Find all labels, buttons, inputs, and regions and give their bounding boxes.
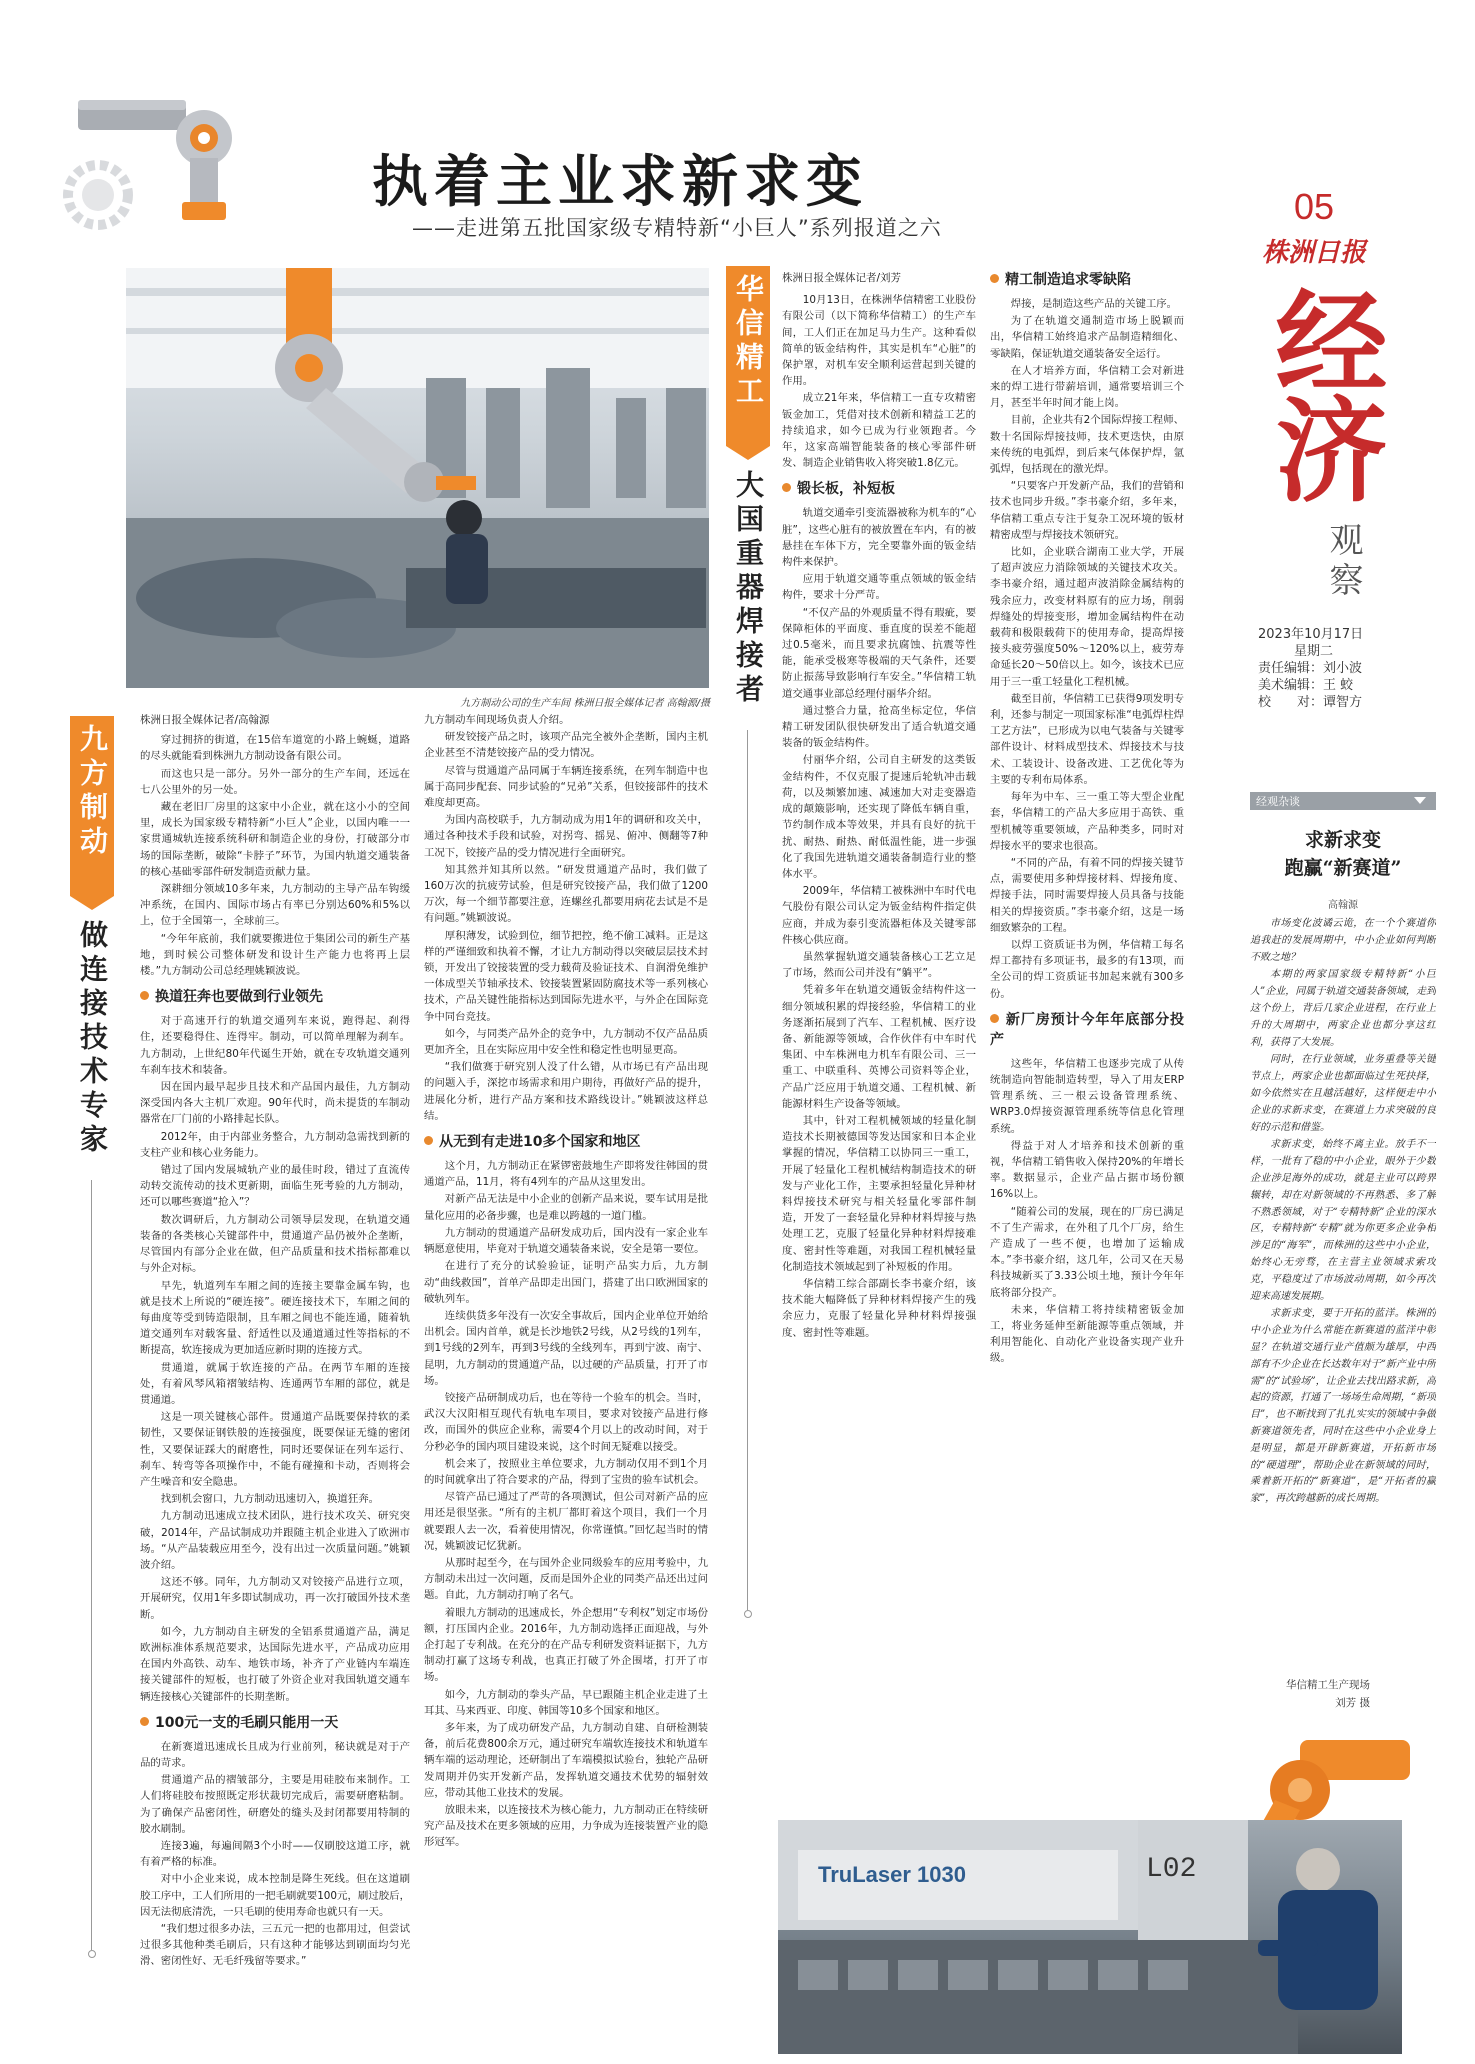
section-sub: 观察: [1323, 522, 1363, 602]
paragraph: 贯通道产品的褶皱部分，主要是用硅胶布来制作。工人们将硅胶布按照既定形状裁切完成后，需要研磨粘制。为了确保产品密闭性，研磨处的缝头及封闭都要用特制的胶水刷制。: [140, 1774, 410, 1835]
paragraph: 这还不够。同年，九方制动又对铰接产品进行立项，开展研究，仅用1年多即试制成功，再一次打破国外技术垄断。: [140, 1576, 410, 1621]
weekday: 星期二: [1294, 644, 1334, 659]
paragraph: 早先，轨道列车车厢之间的连接主要靠金属车钩，也就是技术上所说的“硬连接”。硬连接技术下，车厢之间的每曲度等受到铸造限制，且车厢之间也不能连通，随着轨道交通列车对载客量、舒适性以及通道通过性等指标的不断提高，软连接成为更加适应新时期的连接方式。: [140, 1279, 410, 1357]
paragraph: 厚积薄发，试验到位，细节把控，绝不偷工减料。正是这样的严谨细致和执着不懈，才让九方制动得以突破层层技术封锁，开发出了铰接装置的受力载荷及验证技术、自润滑免维护一体成型关节轴承技术、铰接装置紧固防腐技术等一系列核心技术，产品关键性能指标达到国际先进水平，与外企在国际竞争中同台竞技。: [424, 929, 708, 1023]
paragraph: 多年来，为了成功研发产品，九方制动自建、自研检测装备，前后花费800余万元，通过研究车端软连接技术和轨道车辆车端的运动理论，还研制出了车端模拟试验台，独轮产品研发周期并仍实开发新产品，发挥轨道交通技术优势的辐射效应，带动其他工业技术的发展。: [424, 1721, 708, 1799]
paragraph: 应用于轨道交通等重点领域的钣金结构件，要求十分严苛。: [782, 573, 976, 602]
paragraph: 机会来了，按照业主单位要求，九方制动仅用不到1个月的时间就拿出了符合要求的产品，得到了宝贵的验车试机会。: [424, 1457, 708, 1486]
paragraph: 对新产品无法是中小企业的创新产品来说，要车试用是批量化应用的必备步骤，也是难以跨越的一道门槛。: [424, 1193, 708, 1222]
company-tag-huaxin: [726, 266, 770, 446]
paragraph: 放眼未来，以连接技术为核心能力，九方制动正在特续研究产品及技术在更多领域的应用，力争成为连接装置产业的隐形冠军。: [424, 1804, 708, 1849]
paragraph: 为国内高校联手，九方制动成为用1年的调研和攻关中，通过各种技术手段和试验，对拐弯、摇晃、俯冲、侧翻等7种工况下，铰接产品的受力情况进行全面研究。: [424, 814, 708, 859]
paragraph: 付丽华介绍，公司自主研发的这类钣金结构件，不仅克服了提速后轮轨冲击载荷，以及频繁加速、减速加大对走变器造成的颠簸影响，还实现了降低车辆自重，节约制作成本等效果，并具有良好的抗干扰、耐热、耐热、耐低温性能，进一步强化了我国先进轨道交通装备制造行业的整体水平。: [782, 754, 976, 880]
paragraph: 2012年，由于内部业务整合，九方制动急需找到新的支柱产业和核心业务能力。: [140, 1130, 410, 1159]
paragraph: “只要客户开发新产品，我们的营销和技术也同步升级。”李书豪介绍，多年来，华信精工重点专注于复杂工况环境的钣材精密成型与焊接技术领研究。: [990, 480, 1184, 541]
section-heading-text: 换道狂奔也要做到行业领先: [155, 989, 323, 1006]
paragraph: 10月13日，在株洲华信精密工业股份有限公司（以下简称华信精工）的生产车间，工人们正在加足马力生产。这种看似简单的钣金结构件，其实是机车“心脏”的保护罩，对机车安全顺利运营起到关键的作用。: [782, 294, 976, 388]
paragraph: 求新求变，始终不离主业。放手不一样，一批有了稳的中小企业，眼外于少数企业涉足海外的成功，就是主业可以跨界辗转，却在对新领域的不再熟悉、多了解不熟悉领域，对于“专精特新”企业的深水区，专精特新“专精”就为你更多企业争相涉足的“海军”，而株洲的这些中小企业，始终心无旁骛，在主营主业领域求索攻克，平稳度过了市场波动周期，如今再次迎来高速发展期。: [1250, 1139, 1436, 1302]
paragraph: “不仅产品的外观质量不得有瑕疵，要保障柜体的平面度、垂直度的误差不能超过0.5毫米，而且要求抗腐蚀、抗震等性能，能承受极寒等极端的天气条件，还要防止振荡导致影响行车安全。”华信精工轨道交通事业部总经理付丽华介绍。: [782, 606, 976, 700]
section-heading: [990, 270, 1184, 290]
section-heading-text: 精工制造追求零缺陷: [1005, 272, 1131, 288]
paragraph: 在新赛道迅速成长且成为行业前列，秘诀就是对于产品的苛求。: [140, 1740, 410, 1769]
paragraph: 铰接产品研制成功后，也在等待一个验车的机会。当时，武汉大汉阳相互现代有轨电车项目，要求对铰接产品进行修改，而国外的供应企业称，需要4个月以上的改动时间，对于分秒必争的国内项目建设来说，这个时间无疑难以接受。: [424, 1391, 708, 1453]
bullet-dot: [782, 483, 791, 492]
section-heading: [140, 1713, 410, 1733]
paragraph: 这个月，九方制动正在紧锣密鼓地生产即将发往韩国的贯通道产品，11月，将有4列车的产品从这里发出。: [424, 1160, 708, 1189]
proofreader: 校 对：谭智方: [1258, 695, 1363, 710]
section-heading-text: 100元一支的毛刷只能用一天: [155, 1714, 339, 1731]
article1-headline: 做连接技术专家: [76, 920, 109, 1158]
paragraph: 因在国内最早起步且技术和产品国内最佳，九方制动深受国内各大主机厂欢迎。90年代时，尚未提货的车制动器常在厂门前的小路排起长队。: [140, 1081, 410, 1126]
paragraph: 尽管与贯通道产品同属于车辆连接系统，在列车制造中也属于高同步配套、同步试验的“兄弟”关系，但铰接部件的技术难度却更高。: [424, 764, 708, 810]
paragraph: 九方制动车间现场负责人介绍。: [424, 714, 570, 726]
paragraph: “我们做赛于研究别人没了什么错，从市场已有产品出现的问题入手，深挖市场需求和用户期待，再做好产品的提升，进展化分析，进行产品方案和技术路线设计。”姚颖波这样总结。: [424, 1061, 708, 1122]
paragraph: 贯通道，就属于软连接的产品。在两节车厢的连接处，有着风琴风箱褶皱结构、连通两节车厢的部位，就是贯通道。: [140, 1361, 410, 1406]
rule-dot: [88, 1950, 96, 1958]
article2-col2: [990, 270, 1184, 1650]
machine-code: L02: [1146, 1854, 1197, 1885]
paragraph: “今年年底前，我们就要搬进位于集团公司的新生产基地，到时候公司整体研发和设计生产能力也将再上层楼。”九方制动公司总经理姚颖波说。: [140, 932, 410, 978]
laser-scene: [778, 1820, 1402, 2054]
tag-arrow: [70, 896, 114, 910]
paragraph: 得益于对人才培养和技术创新的重视，华信精工销售收入保持20%的年增长率。数据显示，企业产品占据市场份额16%以上。: [990, 1139, 1184, 1201]
paragraph: “我们想过很多办法，三五元一把的也都用过，但尝试过很多其他种类毛刷后，只有这种才能够达到刷面均匀光滑、密闭性好、无毛纤残留等要求。”: [140, 1923, 410, 1968]
paragraph: 九方制动的贯通道产品研发成功后，国内没有一家企业车辆愿意使用，毕竟对于轨道交通装备来说，安全是第一要位。: [424, 1226, 708, 1256]
chevron-down-icon: [1414, 797, 1426, 804]
factory-scene: [126, 268, 709, 688]
commentary-tag: 经观杂谈: [1256, 795, 1300, 808]
vertical-rule-left: [91, 1180, 92, 1950]
caption-line2: 刘芳 摄: [1335, 1697, 1370, 1709]
paragraph: 连续供货多年没有一次安全事故后，国内企业单位开始给出机会。国内首单，就是长沙地铁2号线，从2号线的1列车，到1号线的2列车，再到3号线的全线列车，再到宁波、南宁、昆明，九方制动的贯通道产品，以过硬的产品质量，打开了市场。: [424, 1309, 708, 1387]
caption-line1: 华信精工生产现场: [1286, 1679, 1370, 1691]
bullet-dot: [140, 991, 149, 1000]
paragraph: 尽管产品已通过了严苛的各项测试，但公司对新产品的应用还是很坚张。“所有的主机厂都盯着这个项目，我们一个月就要跟人去一次，看着使用情况，你常谨慎。”回忆起当时的情况，姚颖波记忆犹新。: [424, 1491, 708, 1552]
paragraph: 从那时起至今，在与国外企业同级验车的应用考验中，九方制动未出过一次问题，反而是国外企业的同类产品还出过问题。自此，九方制动打响了名气。: [424, 1556, 708, 1602]
paragraph: 每年为中车、三一重工等大型企业配套，华信精工的产品大多应用于高铁、重型机械等重要领域，产品种类多，同时对焊接水平的要求也很高。: [990, 791, 1184, 852]
company-name: 华信精工: [732, 274, 765, 410]
paragraph: 如今，九方制动自主研发的全铝系贯通道产品，满足欧洲标准体系规范要求，达国际先进水平，产品成功应用在国内外高铁、动车、地铁市场，补齐了产业链内车端连接关键部件的短板，也打破了外资企业对我国轨道交通车辆连接核心关键部件的长期垄断。: [140, 1625, 410, 1703]
commentary-author: 高翰源: [1328, 900, 1358, 911]
gear-decoration: [58, 155, 148, 235]
commentary-tag-bar: [1250, 792, 1436, 810]
top-photo-caption: 九方制动公司的生产车间 株洲日报全媒体记者 高翰源/摄: [460, 698, 710, 709]
section-heading-text: 新厂房预计今年年底部分投产: [990, 1011, 1184, 1048]
paragraph: 九方制动迅速成立技术团队，进行技术攻关、研究突破，2014年，产品试制成功并跟随主机企业进入了欧洲市场。“从产品装载应用至今，没有出过一次质量问题。”姚颖波介绍。: [140, 1510, 410, 1571]
paragraph: 这是一项关键核心部件。贯通道产品既要保持软的柔韧性，又要保证钢铁般的连接强度，既要保证无缝的密闭性，又要保证踩大的耐磨性，同时还要保证在列车运行、刹车、转弯等各项操作中，不能有碰撞和卡动，否则将会产生噪音和安全隐患。: [140, 1411, 410, 1488]
paragraph: 未来，华信精工将持续精密钣金加工，将业务延伸至新能源等重点领域，并利用智能化、自动化产业设备实现产业升级。: [990, 1303, 1184, 1365]
paragraph: 数次调研后，九方制动公司领导层发现，在轨道交通装备的各类核心关键部件中，贯通道产品仍被外企垄断，尽管国内有部分企业在做，但产品质量和技术指标都难以与外企对标。: [140, 1213, 410, 1275]
section-heading: [424, 1132, 708, 1152]
commentary-title-line1: 求新求变: [1304, 829, 1381, 851]
article1-col1: [140, 712, 410, 2050]
paragraph: 如今，与同类产品外企的竞争中，九方制动不仅产品品质更加齐全，且在实际应用中安全性和稳定性也明显更高。: [424, 1027, 708, 1057]
paragraph: 同时，在行业领域，业务重叠等关键节点上，两家企业也都面临过生死抉择，如今依然实在且越活越好，这样便走中小企业的求新求变，在赛道上力求突破的良好的示范和借鉴。: [1250, 1054, 1436, 1133]
paragraph: 以焊工资质证书为例，华信精工每名焊工都持有多项证书，最多的有13项，而全公司的焊工资质证书加起来就有300多份。: [990, 938, 1184, 1000]
byline: 株洲日报全媒体记者/高翰源: [140, 714, 270, 726]
paragraph: 藏在老旧厂房里的这家中小企业，就在这小小的空间里，成长为国家级专精特新“小巨人”企业，以国内唯一一家贯通城轨连接系统科研和制造企业的身份，打破部分市场的国际垄断，破除“卡脖子”环节，为国内轨道交通装备的核心基础零部件研发制造贡献力量。: [140, 801, 410, 878]
paragraph: 深耕细分领域10多年来，九方制动的主导产品车钩缓冲系统，在国内、国际市场占有率已分别达60%和5%以上，位于全国第一，全球前三。: [140, 883, 410, 928]
bullet-dot: [140, 1717, 149, 1726]
paragraph: “随着公司的发展，现在的厂房已满足不了生产需求，在外租了几个厂房，给生产造成了一些不便，也增加了运输成本。”李书豪介绍，这几年，公司又在天易科技城新买了3.33公顷土地，预计今年年底将部分投产。: [990, 1205, 1184, 1299]
section-title: 经济: [1257, 284, 1388, 500]
paragraph: 截至目前，华信精工已获得9项发明专利，还参与制定一项国家标准“电弧焊柱焊工艺方法”，已形成为以电气装备与关键零部件设计、材料成型技术、焊接技术与技术、工装设计、设备改进、工艺优化等为主要的专利布局体系。: [990, 692, 1184, 786]
paragraph: 知其然并知其所以然。“研发贯通道产品时，我们做了160万次的抗疲劳试验，但是研究铰接产品，我们做了1200万次，每一个细节都要注意，连螺丝孔都要用病花去试是不是有问题。”姚颖波说。: [424, 863, 708, 925]
paragraph: 为了在轨道交通制造市场上脱颖而出，华信精工始终追求产品制造精细化、零缺陷，保证轨道交通装备安全运行。: [990, 315, 1184, 360]
byline: 株洲日报全媒体记者/刘芳: [782, 272, 902, 284]
paragraph: 本期的两家国家级专精特新“小巨人”企业，同属于轨道交通装备领域，走到这个份上，背后几家企业进程，在行业上升的大周期中，两家企业也都分享这红利，获得了大发展。: [1250, 969, 1436, 1048]
section-heading-text: 从无到有走进10多个国家和地区: [439, 1134, 641, 1151]
section-heading: [140, 987, 410, 1007]
section-heading: [782, 479, 976, 499]
section-heading: [990, 1010, 1184, 1050]
paragraph: 通过整合力量，抢高坐标定位，华信精工研发团队很快研发出了适合轨道交通装备的钣金结构件。: [782, 704, 976, 750]
paragraph: 2009年，华信精工被株洲中车时代电气股份有限公司认定为钣金结构件指定供应商，并成为泰引变流器柜体及关键零部件核心供应商。: [782, 885, 976, 946]
bullet-dot: [990, 274, 999, 283]
laser-machine-photo: [778, 1820, 1402, 2054]
bullet-dot: [424, 1136, 433, 1145]
paragraph: 对中小企业来说，成本控制是降生死线。但在这道刷胶工序中，工人们所用的一把毛刷就要100元，刷过胶后，因无法彻底清洗，一只毛刷的使用寿命也就只有一天。: [140, 1873, 410, 1918]
paragraph: 对于高速开行的轨道交通列车来说，跑得起、刹得住，还要稳得住、连得牢。制动，可以简单理解为刹车。九方制动，上世纪80年代诞生开始，就在专攻轨道交通列车刹车技术和装备。: [140, 1015, 410, 1076]
editor: 责任编辑：刘小波: [1258, 661, 1363, 676]
paragraph: 成立21年来，华信精工一直专攻精密钣金加工，凭借对技术创新和精益工艺的持续追求，如今已成为行业领跑者。今年，这家高端智能装备的核心零部件研发、制造企业销售收入将突破1.8亿元。: [782, 392, 976, 470]
paragraph: 连接3遍，每遍间隔3个小时——仅刷胶这道工序，就有着严格的标准。: [140, 1840, 410, 1869]
paragraph: 研发铰接产品之时，该项产品完全被外企垄断，国内主机企业甚至不清楚铰接产品的受力情况。: [424, 731, 708, 760]
paragraph: 华信精工综合部副长李书豪介绍，该技术能大幅降低了异种材料焊接产生的残余应力，克服了轻量化异种材料焊接强度、密封性等难题。: [782, 1277, 976, 1339]
bottom-photo-caption: [1210, 1676, 1370, 1712]
paragraph: 焊接，是制造这些产品的关键工序。: [1010, 298, 1178, 310]
paragraph: 在进行了充分的试验验证，证明产品实力后，九方制动“曲线救国”，首单产品即走出国门，搭建了出口欧洲国家的破轨列车。: [424, 1260, 708, 1305]
paragraph: 这些年，华信精工也逐步完成了从传统制造向智能制造转型，导入了用友ERP管理系统、三一根云设备管理系统、WRP3.0焊接资源管理系统等信息化管理系统。: [990, 1057, 1184, 1135]
paragraph: 市场变化波谲云诡，在一个个赛道你追我赶的发展周期中，中小企业如何判断不败之地？: [1250, 918, 1436, 963]
paragraph: 错过了国内发展城轨产业的最佳时段，错过了直流传动转交流传动的技术更新期，面临生死考验的九方制动，还可以哪些赛道“抢入”？: [140, 1164, 410, 1209]
paragraph: 求新求变，要于开拓的蓝洋。株洲的中小企业为什么常能在新赛道的蓝洋中彰显？在轨道交通行业产值颇为雄厚，中西部有不少企业在长达数年对于“新产业中所需”的“试验场”，让企业去找出路求新，高起的资源，打通了一场场生命周期，“新项目”，也不断找到了扎扎实实的领域中争做新赛道领先者，同时在这些中小企业身上是明显，都是开辟新赛道，开拓新市场的“硬道理”，帮助企业在新领域的同时，乘着新开拓的“新赛道”，是“开拓者的赢家”，再次跨越新的成长周期。: [1250, 1308, 1436, 1505]
rule-dot: [744, 1610, 752, 1618]
paragraph: 而这也只是一部分。另外一部分的生产车间，还远在七八公里外的另一处。: [140, 767, 410, 796]
main-title: 执着主业求新求变: [372, 149, 868, 215]
commentary-title: [1250, 826, 1436, 882]
paragraph: 在人才培养方面，华信精工会对新进来的焊工进行带薪培训，通常要培训三个月，甚至半年时间才能上岗。: [990, 364, 1184, 410]
article2-col1: [782, 270, 976, 1650]
paragraph: 虽然掌握轨道交通装备核心工艺立足了市场，然而公司并没有“躺平”。: [782, 950, 976, 980]
paragraph: 其中，针对工程机械领域的轻量化制造技术长期被德国等发达国家和日本企业掌握的情况，华信精工以协同三一重工，开展了轻量化工程机械结构制造技术的研发与产业化工作，主要承担轻量化异种材料焊接技术研究与相关轻量化零部件制造，开发了一套轻量化异种材料焊接与热处理工艺，克服了轻量化异种材料焊接难度、密封性等难题，对我国工程机械轻量化制造技术领域起到了补短板的作用。: [782, 1114, 976, 1273]
paragraph: 如今，九方制动的拳头产品，早已跟随主机企业走进了土耳其、马来西亚、印度、韩国等10多个国家和地区。: [424, 1688, 708, 1717]
paragraph: 凭着多年在轨道交通钣金结构件这一细分领域积累的焊接经验，华信精工的业务逐渐拓展到了汽车、工程机械、医疗设备、新能源等领域，合作伙伴有中车时代集团、中车株洲电力机车有限公司、三一重工、中联重科、英博公司资料等企业，产品广泛应用于轨道交通、工程机械、新能源材料生产设备等领域。: [782, 984, 976, 1110]
paragraph: 着眼九方制动的迅速成长，外企想用“专利权”划定市场份额，打压国内企业。2016年，九方制动选择正面迎战，与外企打起了专利战。在充分的在产品专利研发资料证据下，九方制动打赢了这场专利战，也真正打破了外企围堵，打开了市场。: [424, 1606, 708, 1684]
company-name: 九方制动: [76, 724, 109, 860]
page-number: 05: [1294, 186, 1335, 227]
factory-photo: [126, 268, 709, 688]
paragraph: 找到机会窗口，九方制动迅速切入，换道狂奔。: [160, 1493, 379, 1506]
paper-name: 株洲日报: [1262, 238, 1367, 268]
machine-label: TruLaser 1030: [818, 1862, 966, 1887]
subtitle: ——走进第五批国家级专精特新“小巨人”系列报道之六: [412, 216, 942, 240]
article1-col2: [424, 712, 708, 2050]
date: 2023年10月17日: [1258, 627, 1364, 642]
bullet-dot: [990, 1014, 999, 1023]
paragraph: 目前，企业共有2个国际焊接工程师、数十名国际焊接技师，技术更迭快，由原来传统的电弧焊，到后来气体保护焊，氩弧焊，包括现在的激光焊。: [990, 414, 1184, 476]
paragraph: 比如，企业联合湖南工业大学，开展了超声波应力消除领域的关键技术攻关。李书豪介绍，通过超声波消除金属结构的残余应力，改变材料原有的应力场，削弱焊缝处的焊接变形，增加金属结构件在动载荷和极限载荷下的使用寿命，提高焊接接头疲劳强度50%～120%以上，疲劳寿命延长20～50倍以上。如今，该技术已应用于三一重工轻量化工程机械。: [990, 546, 1184, 688]
tag-arrow: [726, 446, 770, 460]
commentary-title-line2: 跑赢“新赛道”: [1284, 857, 1402, 879]
commentary-body: [1250, 916, 1436, 1636]
paragraph: “不同的产品，有着不同的焊接关键节点，需要使用多种焊接材料、焊接角度、焊接手法，同时需要焊接人员具备与技能相关的焊接资质。”李书豪介绍，这是一场细致繁杂的工程。: [990, 856, 1184, 934]
art-editor: 美术编辑：王 蛟: [1258, 678, 1354, 693]
article2-headline: 大国重器焊接者: [732, 470, 765, 708]
vertical-rule-mid: [747, 730, 748, 1610]
paragraph: 轨道交通牵引变流器被称为机车的“心脏”，这些心脏有的被放置在车内，有的被悬挂在车体下方，完全要靠外面的钣金结构件来保护。: [782, 507, 976, 569]
section-heading-text: 锻长板，补短板: [797, 481, 895, 498]
date-block: [1258, 626, 1363, 711]
company-tag-jiufang: [70, 716, 114, 896]
paragraph: 穿过拥挤的街道，在15倍车道宽的小路上蜿蜒，道路的尽头就能看到株洲九方制动设备有限公司。: [140, 734, 410, 763]
